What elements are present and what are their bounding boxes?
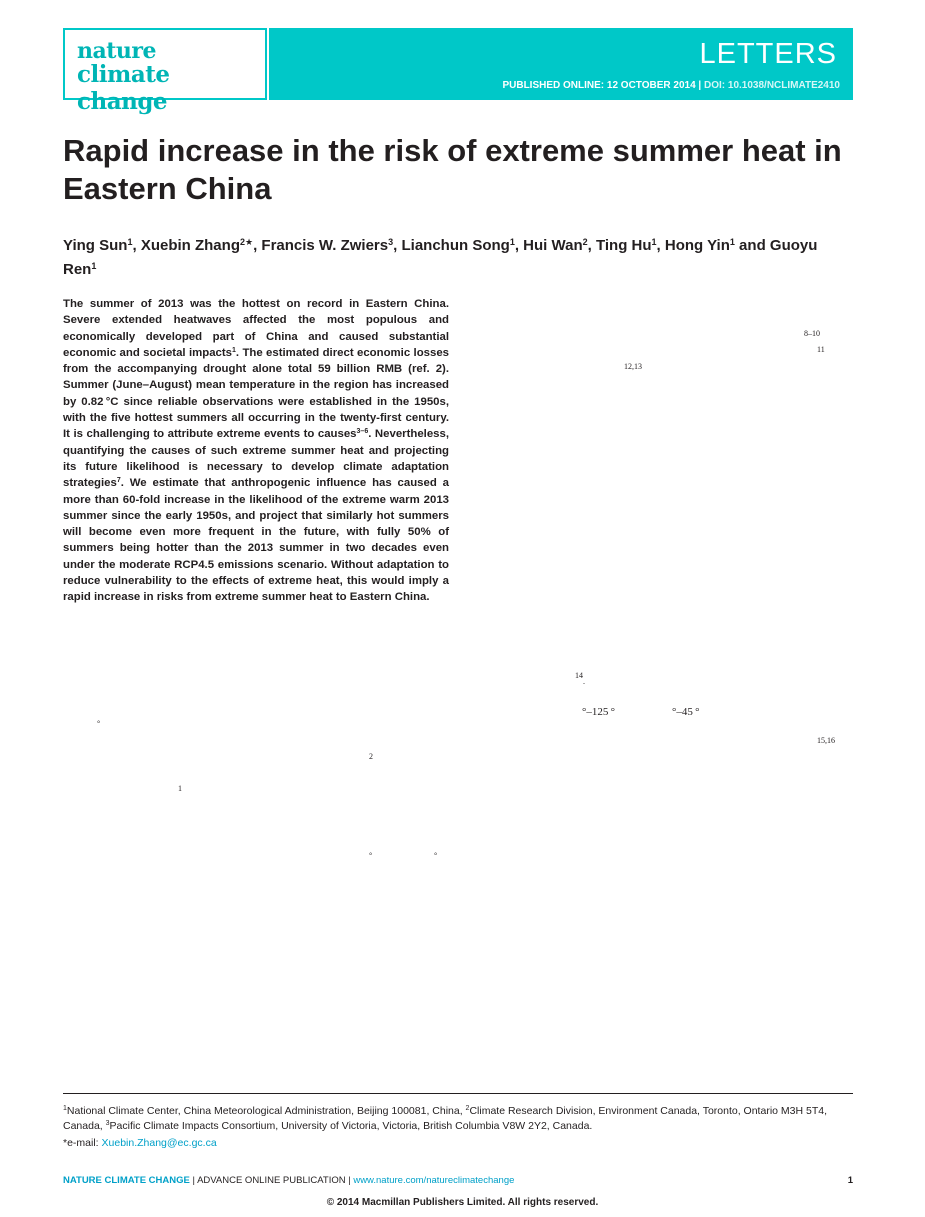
section-label: LETTERS [699,38,837,70]
logo-line-climate-change: climate change [77,61,170,115]
affiliation-text: National Climate Center, China Meteorological Administration, Beijing 100081, China, [66,1105,466,1117]
footer-journal-name: NATURE CLIMATE CHANGE [63,1175,190,1186]
corresponding-email [63,1136,217,1151]
author-separator: and [734,237,770,254]
reference-fragment: 14 [575,671,583,680]
degree-fragment: ° [434,851,438,860]
author-name: Lianchun Song [401,237,510,254]
affiliation-number: 2 [465,1105,470,1112]
section-banner [269,28,853,100]
author-affiliation: 3 [388,237,394,247]
author-affiliation: 2★ [239,237,254,247]
author-separator: , [132,237,141,254]
text-fragment: . [583,677,585,686]
affiliation-text: Climate Research Division, Environment Canada, Toronto, Ontario M3H 5T4, Canada, [63,1105,828,1132]
affiliation-text: Pacific Climate Impacts Consortium, University of Victoria, Victoria, British Columbia V8W 2Y2, Canada. [109,1120,593,1132]
author-separator: , [656,237,665,254]
footer-publication: | ADVANCE ONLINE PUBLICATION | [189,1175,354,1186]
author-name: Xuebin Zhang [140,237,240,254]
affiliation-number: 1 [63,1105,67,1112]
author-affiliation: 1 [509,237,515,247]
author-name: Guoyu Ren [63,237,818,278]
author-affiliation: 1 [651,237,657,247]
abstract-text: . The estimated direct economic losses from the accompanying drought alone total 59 billion RMB (ref. 2). Summer (June–August) mean temperature in the region has increased by 0.82 °C since reliable observations were established in the 1950s, with the five hottest summers all occurring in the twenty-first century. It is challenging to attribute extreme events to causes [63,346,449,441]
author-affiliation: 1 [729,237,735,247]
affiliations [63,1104,863,1134]
reference-fragment: 8–10 [804,329,820,338]
author-list [63,234,853,282]
footnote-divider [63,1093,853,1094]
latitude-fragment: °–45 ° [672,706,700,718]
reference-link[interactable]: 1 [232,346,236,354]
page-number: 1 [847,1175,853,1186]
running-footer [63,1175,853,1186]
degree-fragment: ° [97,719,101,728]
journal-logo [63,28,267,115]
author-separator: , [587,237,596,254]
reference-link[interactable]: 7 [116,477,121,485]
abstract-text: . Nevertheless, quantifying the causes of such extreme summer heat and projecting its future likelihood is necessary to develop climate adaptation strategies [63,428,450,490]
abstract-text: The summer of 2013 was the hottest on record in Eastern China. Severe extended heatwaves affected the most populous and economically developed part of China and caused substantial economic and societal impacts [63,298,449,359]
email-label: *e-mail: [63,1137,102,1149]
author-name: Hong Yin [664,237,730,254]
email-link[interactable]: Xuebin.Zhang@ec.gc.ca [101,1137,217,1149]
author-separator: , [514,237,524,254]
author-name: Francis W. Zwiers [261,237,389,254]
logo-line-nature: nature [77,38,156,64]
abstract [63,296,449,606]
doi-link[interactable]: DOI: 10.1038/NCLIMATE2410 [704,80,840,91]
publication-info [502,80,840,91]
reference-fragment: 15,16 [817,736,835,745]
author-affiliation: 2 [582,237,588,247]
reference-fragment: 2 [369,752,373,761]
author-name: Hui Wan [523,237,583,254]
reference-fragment: 11 [817,345,825,354]
abstract-text: . We estimate that anthropogenic influence has caused a more than 60-fold increase in the likelihood of the extreme warm 2013 summer since the early 1950s, and project that similarly hot summers will become even more frequent in the future, with fully 50% of summers being hotter than the 2013 summer in two decades even under the moderate RCP4.5 emissions scenario. Without adaptation to reduce vulnerability to the effects of extreme heat, this would imply a rapid increase in risks from extreme summer heat to Eastern China. [63,477,449,604]
separator: | [695,80,705,91]
reference-link[interactable]: 3–6 [356,428,369,436]
author-separator: , [253,237,262,254]
footer-url-link[interactable]: www.nature.com/natureclimatechange [353,1175,515,1186]
reference-fragment: 12,13 [624,362,642,371]
author-affiliation: 1 [127,237,133,247]
degree-fragment: ° [369,851,373,860]
reference-fragment: 1 [178,784,182,793]
affiliation-number: 3 [105,1120,110,1127]
published-date: PUBLISHED ONLINE: 12 OCTOBER 2014 [502,80,696,91]
author-separator: , [393,237,402,254]
article-title: Rapid increase in the risk of extreme summer heat in Eastern China [63,133,842,206]
author-name: Ting Hu [595,237,652,254]
longitude-fragment: °–125 ° [582,706,615,718]
author-affiliation: 1 [91,261,97,271]
copyright-notice: © 2014 Macmillan Publishers Limited. All rights reserved. [326,1197,599,1208]
author-name: Ying Sun [63,237,128,254]
